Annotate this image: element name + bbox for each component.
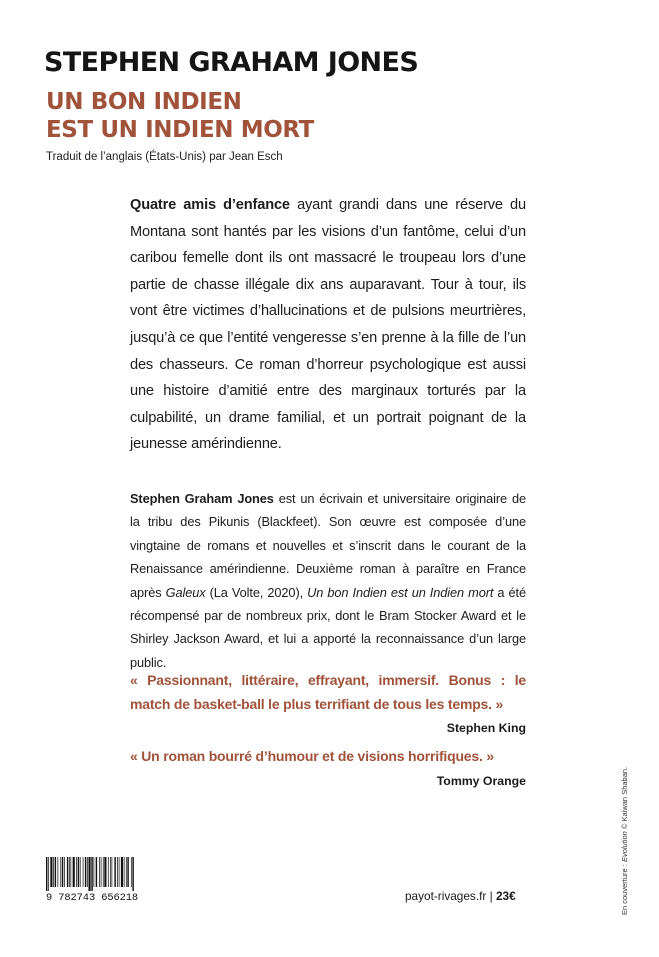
- barcode-bar: [96, 857, 97, 887]
- barcode-bar: [108, 857, 109, 887]
- barcode-bar: [46, 857, 47, 891]
- footer-separator: |: [489, 889, 493, 903]
- barcode-bar: [53, 857, 54, 887]
- barcode-bar: [117, 857, 118, 887]
- author-bio-paragraph: [130, 487, 526, 674]
- barcode-bar: [69, 857, 70, 887]
- barcode-bar: [126, 857, 127, 887]
- barcode: [46, 857, 147, 891]
- barcode-bar: [110, 857, 111, 887]
- barcode-bar: [48, 857, 49, 891]
- bio-text-2: (La Volte, 2020),: [205, 584, 308, 600]
- barcode-bar: [73, 857, 75, 887]
- quote-attribution-tommy-orange: Tommy Orange: [436, 774, 526, 788]
- publisher-website: payot-rivages.fr: [405, 889, 487, 903]
- barcode-bar: [131, 857, 132, 887]
- barcode-bar: [104, 857, 106, 887]
- bio-text-1: est un écrivain et universitaire originaire de la tribu des Pikunis (Blackfeet). Son œuvre est composée d’une vingtaine de romans et nouvelles et s’inscrit dans le courant de la Renaissance amérindienne. Deuxième roman à paraître en France après: [130, 491, 526, 600]
- price: 23€: [495, 889, 516, 903]
- bio-author-name: Stephen Graham Jones: [130, 491, 274, 506]
- barcode-bar: [101, 857, 102, 887]
- barcode-bar: [78, 857, 79, 887]
- barcode-bar: [83, 857, 84, 887]
- barcode-bar: [88, 857, 90, 891]
- synopsis-lead: Quatre amis d’enfance: [130, 197, 290, 213]
- bio-galeux-title: Galeux: [165, 584, 206, 600]
- barcode-bar: [67, 857, 68, 887]
- barcode-bar: [87, 857, 88, 887]
- barcode-bar: [50, 857, 52, 887]
- barcode-bar: [132, 857, 133, 891]
- quote-tommy-orange: « Un roman bourré d’humour et de visions horrifiques. »: [130, 748, 494, 764]
- barcode-bar: [58, 857, 59, 887]
- synopsis-paragraph: [130, 192, 526, 458]
- barcode-bar: [55, 857, 56, 887]
- translator-credit: Traduit de l’anglais (États-Unis) par Jean Esch: [46, 151, 283, 163]
- bio-book-title: Un bon Indien est un Indien mort: [307, 584, 494, 600]
- barcode-bar: [127, 857, 128, 887]
- quote-attribution-stephen-king: Stephen King: [446, 721, 526, 735]
- barcode-bar: [62, 857, 63, 887]
- cover-credit-work: Evolution: [620, 831, 629, 863]
- book-title-line-1: UN BON INDIEN: [46, 89, 242, 115]
- barcode-bar: [94, 857, 95, 887]
- barcode-bar: [85, 857, 86, 887]
- barcode-bar: [119, 857, 120, 887]
- barcode-bar: [99, 857, 100, 887]
- synopsis-body: ayant grandi dans une réserve du Montana sont hantés par les visions d’un fantôme, celui d’un caribou femelle dont ils ont massacré le troupeau lors d’une partie de chasse illégale dix ans auparavant. Tour à tour, ils vont être victimes d’hallucinations et de pulsions meurtrières, jusqu’à ce que l’entité vengeresse s’en prenne à la fille de l’un des chasseurs. Ce roman d’horreur psychologique est aussi une histoire d’amitié entre des marginaux torturés par la culpabilité, un drame familial, et un portrait poignant de la jeunesse amérindienne.: [130, 197, 526, 453]
- barcode-bar: [91, 857, 92, 891]
- barcode-bar: [80, 857, 81, 887]
- barcode-bar: [60, 857, 61, 887]
- author-name: STEPHEN GRAHAM JONES: [44, 47, 419, 78]
- bio-text-3: a été récompensé par de nombreux prix, dont le Bram Stocker Award et le Shirley Jackson Award, et lui a apporté la reconnaissance d’un large public.: [130, 584, 527, 670]
- cover-credit-suffix: © Kaiwan Shaban.: [620, 766, 629, 832]
- barcode-bar: [112, 857, 113, 887]
- barcode-bar: [124, 857, 125, 887]
- barcode-bar: [70, 857, 71, 887]
- barcode-bar: [64, 857, 65, 887]
- barcode-bar: [114, 857, 115, 887]
- cover-credit: [620, 767, 630, 915]
- barcode-bar: [121, 857, 123, 887]
- isbn-number: 9 782743 656218: [46, 892, 139, 904]
- book-title-line-2: EST UN INDIEN MORT: [46, 117, 314, 143]
- quote-stephen-king: « Passionnant, littéraire, effrayant, immersif. Bonus : le match de basket-ball le plus terrifiant de tous les temps. »: [130, 672, 526, 712]
- barcode-bar: [76, 857, 77, 887]
- barcode-bar: [103, 857, 104, 887]
- footer: [405, 888, 516, 904]
- cover-credit-prefix: En couverture :: [620, 862, 629, 915]
